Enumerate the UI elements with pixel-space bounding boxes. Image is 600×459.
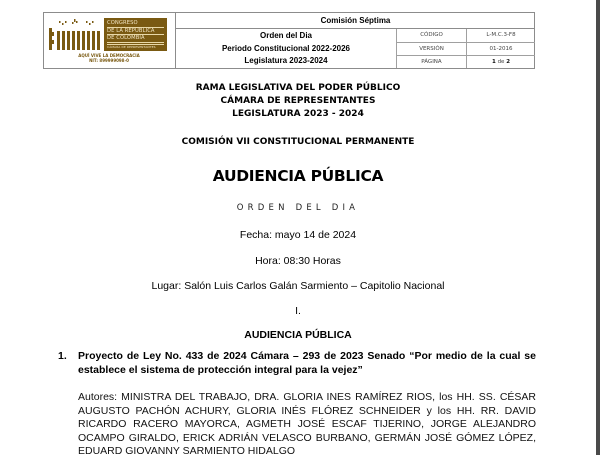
session-date: Fecha: mayo 14 de 2024 [239,229,357,241]
session-location: Lugar: Salón Luis Carlos Galán Sarmiento – Capitolio Nacional [151,280,445,292]
meta-row-codigo [396,29,535,42]
congreso-logo [47,16,171,64]
page-subtitle: ORDEN DEL DIA [236,203,360,213]
page-total: 2 [506,59,511,65]
agenda-item-title: Proyecto de Ley No. 433 de 2024 Cámara – 293 de 2023 Senado “Por medio de la cual se establece el sistema de protección integral para la vejez” [78,350,536,376]
congreso-brand-box [104,18,167,51]
meta-row-version [396,42,535,55]
meta-value: 01-2016 [489,46,513,52]
commission-heading: COMISIÓN VII CONSTITUCIONAL PERMANENTE [181,137,415,147]
page-number: 1 [491,59,496,65]
brand-line: CONGRESO [107,20,164,28]
committee-name: Comisión Séptima [176,13,535,29]
document-meta-table [396,29,535,68]
scrollbar-edge[interactable] [596,0,600,455]
brand-line: DE LA REPÚBLICA [107,28,164,36]
doc-legislature-line: Legislatura 2023-2024 [244,56,328,65]
logo-slogan [47,53,171,63]
meta-key: VERSIÓN [396,43,467,55]
section-title: AUDIENCIA PÚBLICA [244,329,352,341]
agenda-item-authors: Autores: MINISTRA DEL TRABAJO, DRA. GLORIA INES RAMÍREZ RIOS, los HH. SS. CÉSAR AUGUSTO PACHÓN ACHURY, GLORIA INÉS FLÓREZ SCHNEIDER y los HH. RR. DAVID RICARDO RACERO MAYORCA, AGMETH JOSÉ ESCAF TIJERINO, JORGE ALEJANDRO OCAMPO GIRALDO, ERICK ADRIÁN VELASCO BURBANO, GERMÁN JOSÉ GÓMEZ LÓPEZ, EDUARD GIOVANNY SARMIENTO HIDALGO [78,391,536,457]
meta-value: L-M.C.3-F8 [486,32,516,38]
doc-title-line: Orden del Dia [259,31,312,40]
agenda-item-number: 1. [58,350,67,362]
page-title: AUDIENCIA PÚBLICA [212,167,384,185]
institution-line: LEGISLATURA 2023 - 2024 [232,109,364,119]
capitol-building-icon [49,18,103,52]
page-of: de [497,59,505,65]
session-time: Hora: 08:30 Horas [255,255,341,267]
document-title-block [176,29,396,68]
meta-value-page [467,56,535,68]
meta-key: CÓDIGO [396,29,467,42]
institution-block [0,82,596,121]
logo-cell [44,13,176,68]
meta-key: PÁGINA [396,56,467,68]
doc-period-line: Periodo Constitucional 2022-2026 [221,43,351,53]
slogan-text: AQUÍ VIVE LA DEMOCRACIA [78,53,140,58]
nit-text: NIT: 899999098-0 [89,58,129,63]
brand-subtitle: CÁMARA DE REPRESENTANTES [107,44,164,50]
header-title-area [176,13,535,68]
brand-line: DE COLOMBIA [107,35,164,43]
section-numeral: I. [295,305,301,317]
institution-line: RAMA LEGISLATIVA DEL PODER PÚBLICO [195,83,401,93]
institution-line: CÁMARA DE REPRESENTANTES [220,96,376,106]
meta-row-pagina [396,55,535,68]
document-header-table [43,12,535,69]
